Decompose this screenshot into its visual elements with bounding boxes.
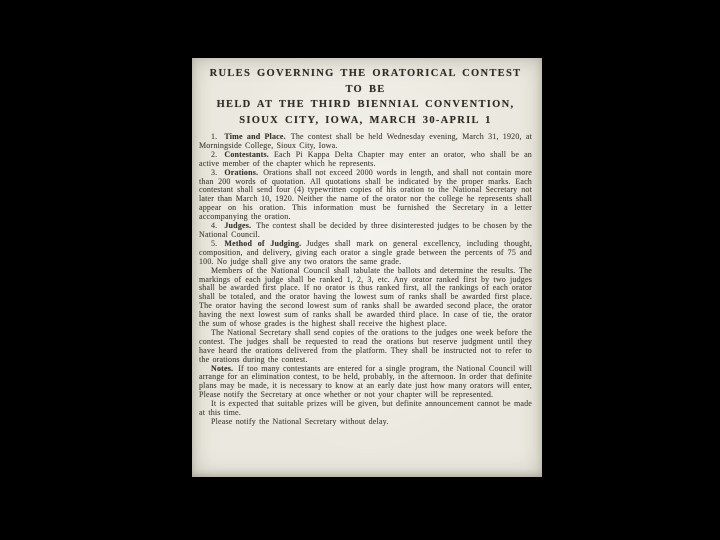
rule-time-and-place (199, 133, 532, 151)
rule-method-of-judging (199, 240, 532, 267)
paragraph-text: It is expected that suitable prizes will be given, but definite announcement cannot be made at this time. (199, 399, 532, 418)
paragraph-text: Members of the National Council shall tabulate the ballots and determine the results. The markings of each judge shall be ranked 1, 2, 3, etc. Any orator ranked first by two judges shall be awarded first place. If no orator is thus ranked first, all the rankings of each orator shall be totaled, and the orator having the lowest sum of ranks shall be awarded first place. The orator having the second lowest sum of ranks shall be awarded second place, the orator having the next lowest sum of ranks shall be awarded third place. In case of tie, the orator the sum of whose grades is the highest shall receive the highest place. (199, 265, 532, 329)
rule-judges (199, 222, 532, 240)
rule-orations (199, 169, 532, 222)
document-title (199, 66, 532, 128)
title-line-1: RULES GOVERNING THE ORATORICAL CONTEST TO BE (209, 68, 522, 95)
item-number: 1. (211, 132, 218, 141)
item-label: Method of Judging. (224, 238, 302, 248)
paragraph-text: The National Secretary shall send copies of the orations to the judges one week before the contest. The judges shall be requested to read the orations but reserve judgment until they have heard the orations delivered from the platform. They shall be instructed not to refer to the orations during the contest. (199, 327, 532, 364)
item-number: 2. (211, 149, 218, 159)
document-page (192, 58, 542, 477)
item-number: 4. (211, 221, 218, 231)
title-line-2: HELD AT THE THIRD BIENNIAL CONVENTION, (216, 99, 515, 110)
item-label: Contestants. (224, 149, 269, 159)
title-line-3: SIOUX CITY, IOWA, MARCH 30-APRIL 1 (239, 114, 492, 126)
paragraph-notes (199, 365, 532, 401)
item-label: Notes. (211, 363, 234, 373)
rule-contestants (199, 151, 532, 169)
item-number: 3. (211, 167, 218, 177)
paragraph-text: Please notify the National Secretary without delay. (211, 417, 389, 426)
paragraph-closing-notice (199, 418, 532, 427)
paragraph-text: Orations shall not exceed 2000 words in length, and shall not contain more than 200 words of quotation. All quotations shall be indicated by the proper marks. Each contestant shall send four (4) typewritten copies of his oration to the National Secretary not later than March 10, 1920. Neither the name of the orator nor the college he represents shall appear on his oration. This information must be furnished the Secretary in a letter accompanying the oration. (199, 167, 532, 222)
document-body (199, 133, 532, 427)
item-number: 5. (211, 238, 218, 248)
item-label: Judges. (224, 221, 252, 231)
paragraph-text: The contest shall be decided by three disinterested judges to be chosen by the National Council. (199, 221, 532, 239)
item-label: Time and Place. (224, 132, 286, 141)
paragraph-text: Judges shall mark on general excellency, including thought, composition, and delivery, giving each orator a single grade between the percents of 75 and 100. No judge shall give any two orators the same grade. (199, 238, 532, 266)
paragraph-secretary-copies (199, 329, 532, 365)
item-label: Orations. (224, 167, 259, 177)
paragraph-text: Each Pi Kappa Delta Chapter may enter an orator, who shall be an active member of the chapter which he represents. (199, 149, 532, 168)
paragraph-tabulation (199, 267, 532, 329)
paragraph-prizes (199, 400, 532, 418)
paragraph-text: If too many contestants are entered for a single program, the National Council will arrange for an elimination contest, to be held, probably, in the afternoon. In order that definite plans may be made, it is necessary to know at an early date just how many orators will enter, Please notify the Secretary at once whether or not your chapter will be represented. (199, 363, 532, 400)
paragraph-text: The contest shall be held Wednesday evening, March 31, 1920, at Morningside College, Sioux City, Iowa. (199, 132, 532, 150)
